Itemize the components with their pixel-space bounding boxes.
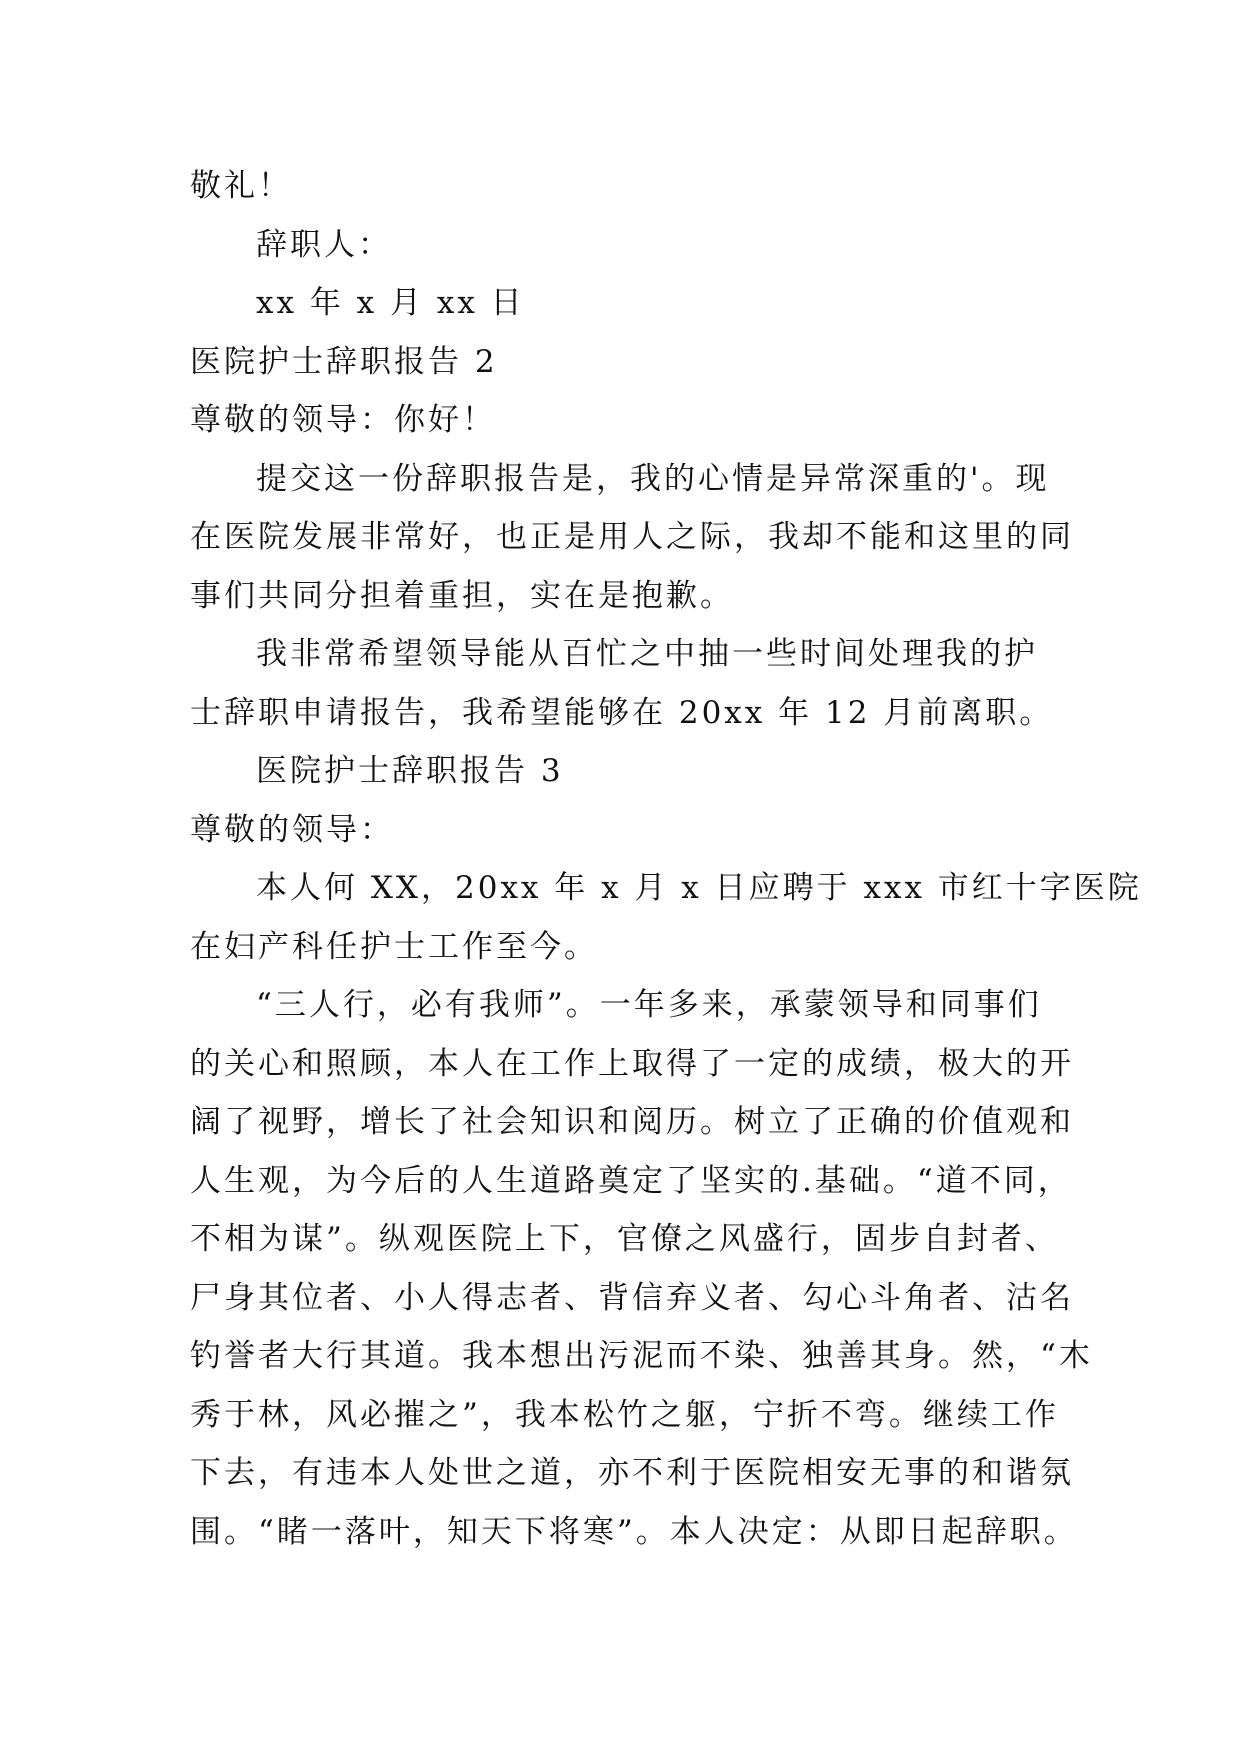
signature-label: 辞职人：	[256, 226, 392, 263]
closing-salutation: 敬礼！	[190, 168, 292, 204]
report-3-paragraph-2: 的关心和照顾，本人在工作上取得了一定的成绩，极大的开	[190, 1045, 1074, 1082]
report-2-paragraph-1: 事们共同分担着重担，实在是抱歉。	[190, 577, 734, 614]
report-2-paragraph-1: 提交这一份辞职报告是，我的心情是异常深重的'。现	[256, 460, 1050, 497]
report-3-paragraph-2: 不相为谋”。纵观医院上下，官僚之风盛行，固步自封者、	[190, 1221, 1059, 1257]
report-2-paragraph-1: 在医院发展非常好，也正是用人之际，我却不能和这里的同	[190, 519, 1074, 555]
report-3-greeting: 尊敬的领导：	[190, 811, 394, 848]
signature-date: xx 年 x 月 xx 日	[256, 285, 525, 321]
report-3-paragraph-2: 秀于林，风必摧之”，我本松竹之躯，宁折不弯。继续工作	[190, 1396, 1059, 1433]
report-3-paragraph-2: 围。“睹一落叶，知天下将寒”。本人决定：从即日起辞职。	[190, 1513, 1078, 1550]
report-3-paragraph-2: 下去，有违本人处世之道，亦不利于医院相安无事的和谐氛	[190, 1455, 1074, 1491]
report-3-paragraph-2: 人生观，为今后的人生道路奠定了坚实的.基础。“道不同，	[190, 1162, 1072, 1199]
report-3-paragraph-1: 本人何 XX，20xx 年 x 月 x 日应聘于 xxx 市红十字医院	[256, 870, 1142, 906]
report-3-paragraph-2: “三人行，必有我师”。一年多来，承蒙领导和同事们	[256, 987, 1042, 1023]
report-3-paragraph-2: 钓誉者大行其道。我本想出污泥而不染、独善其身。然，“木	[190, 1338, 1093, 1374]
report-3-paragraph-1: 在妇产科任护士工作至今。	[190, 928, 598, 965]
report-2-title: 医院护士辞职报告 2	[190, 343, 498, 380]
report-2-paragraph-2: 士辞职申请报告，我希望能够在 20xx 年 12 月前离职。	[190, 694, 1054, 731]
report-3-title: 医院护士辞职报告 3	[256, 753, 564, 789]
report-3-paragraph-2: 阔了视野，增长了社会知识和阅历。树立了正确的价值观和	[190, 1104, 1074, 1140]
report-3-paragraph-2: 尸身其位者、小人得志者、背信弃义者、勾心斗角者、沽名	[190, 1279, 1074, 1316]
report-2-greeting: 尊敬的领导：你好！	[190, 402, 496, 438]
report-2-paragraph-2: 我非常希望领导能从百忙之中抽一些时间处理我的护	[256, 636, 1038, 672]
document-body	[190, 157, 1142, 1561]
